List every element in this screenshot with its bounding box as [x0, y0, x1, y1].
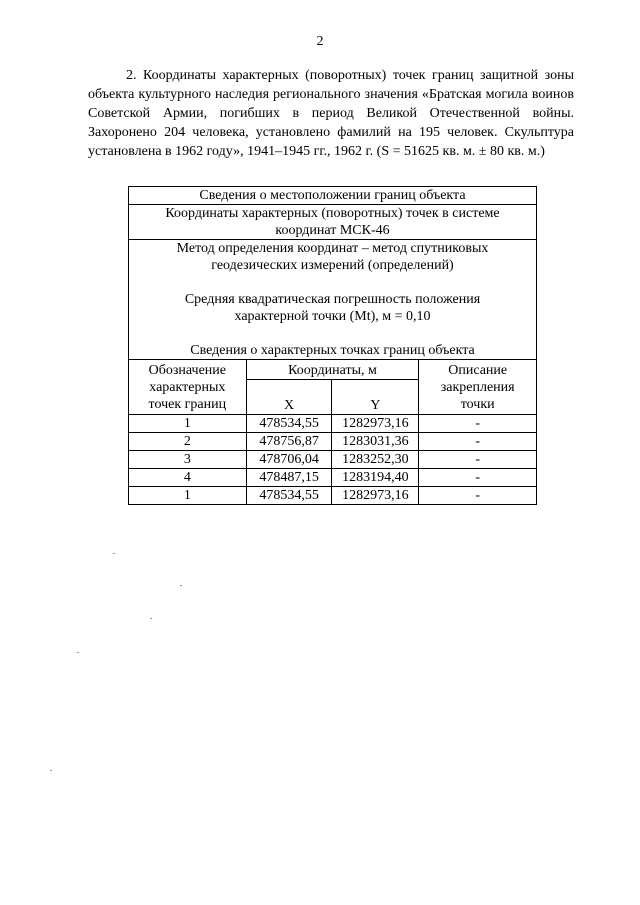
y-value: 1283252,30 — [332, 451, 419, 469]
column-header-y: Y — [332, 380, 419, 415]
scan-speck — [77, 652, 79, 653]
column-header-designation: Обозначение характерных точек границ — [129, 360, 247, 415]
coordinate-system-line-2: координат МСК-46 — [275, 223, 390, 238]
y-value: 1282973,16 — [332, 415, 419, 433]
y-value: 1283031,36 — [332, 433, 419, 451]
coordinate-system-line-1: Координаты характерных (поворотных) точек в системе — [165, 206, 500, 221]
points-title: Сведения о характерных точках границ объекта — [190, 343, 475, 358]
coordinate-system-cell — [129, 205, 537, 240]
scan-speck — [113, 553, 115, 554]
point-id: 4 — [129, 469, 247, 487]
table-row — [129, 451, 537, 469]
point-id: 1 — [129, 487, 247, 505]
y-value: 1283194,40 — [332, 469, 419, 487]
scan-speck — [50, 770, 52, 771]
table-title: Сведения о местоположении границ объекта — [129, 187, 537, 205]
description-value: - — [419, 433, 537, 451]
method-line-2: геодезических измерений (определений) — [211, 258, 454, 273]
page-number: 2 — [316, 34, 324, 49]
method-line-1: Метод определения координат – метод спутниковых — [176, 241, 489, 256]
point-id: 2 — [129, 433, 247, 451]
x-value: 478534,55 — [246, 487, 332, 505]
point-id: 1 — [129, 415, 247, 433]
description-value: - — [419, 469, 537, 487]
body-paragraph: 2. Координаты характерных (поворотных) точек границ защитной зоны объекта культурного наследия регионального значения «Братская могила воинов Советской Армии, погибших в период Великой Отечественной войны. Захоронено 204 человека, установлено фамилий на 195 человек. Скульптура установлена в 1962 году», 1941–1945 гг., 1962 г. (S = 51625 кв. м. ± 80 кв. м.) — [88, 68, 574, 159]
table-row — [129, 487, 537, 505]
description-value: - — [419, 451, 537, 469]
table-row — [129, 433, 537, 451]
accuracy-line-1: Средняя квадратическая погрешность положения — [184, 292, 481, 307]
x-value: 478487,15 — [246, 469, 332, 487]
x-value: 478756,87 — [246, 433, 332, 451]
table-row — [129, 469, 537, 487]
column-header-description: Описание закрепления точки — [419, 360, 537, 415]
method-cell — [129, 240, 537, 360]
y-value: 1282973,16 — [332, 487, 419, 505]
description-value: - — [419, 487, 537, 505]
description-value: - — [419, 415, 537, 433]
table-row — [129, 415, 537, 433]
point-id: 3 — [129, 451, 247, 469]
scan-speck — [150, 618, 152, 619]
accuracy-line-2: характерной точки (Mt), м = 0,10 — [234, 309, 431, 324]
x-value: 478706,04 — [246, 451, 332, 469]
boundary-coordinates-table — [128, 186, 537, 505]
column-header-x: X — [246, 380, 332, 415]
column-header-coordinates: Координаты, м — [246, 360, 419, 380]
x-value: 478534,55 — [246, 415, 332, 433]
scan-speck — [180, 585, 182, 586]
